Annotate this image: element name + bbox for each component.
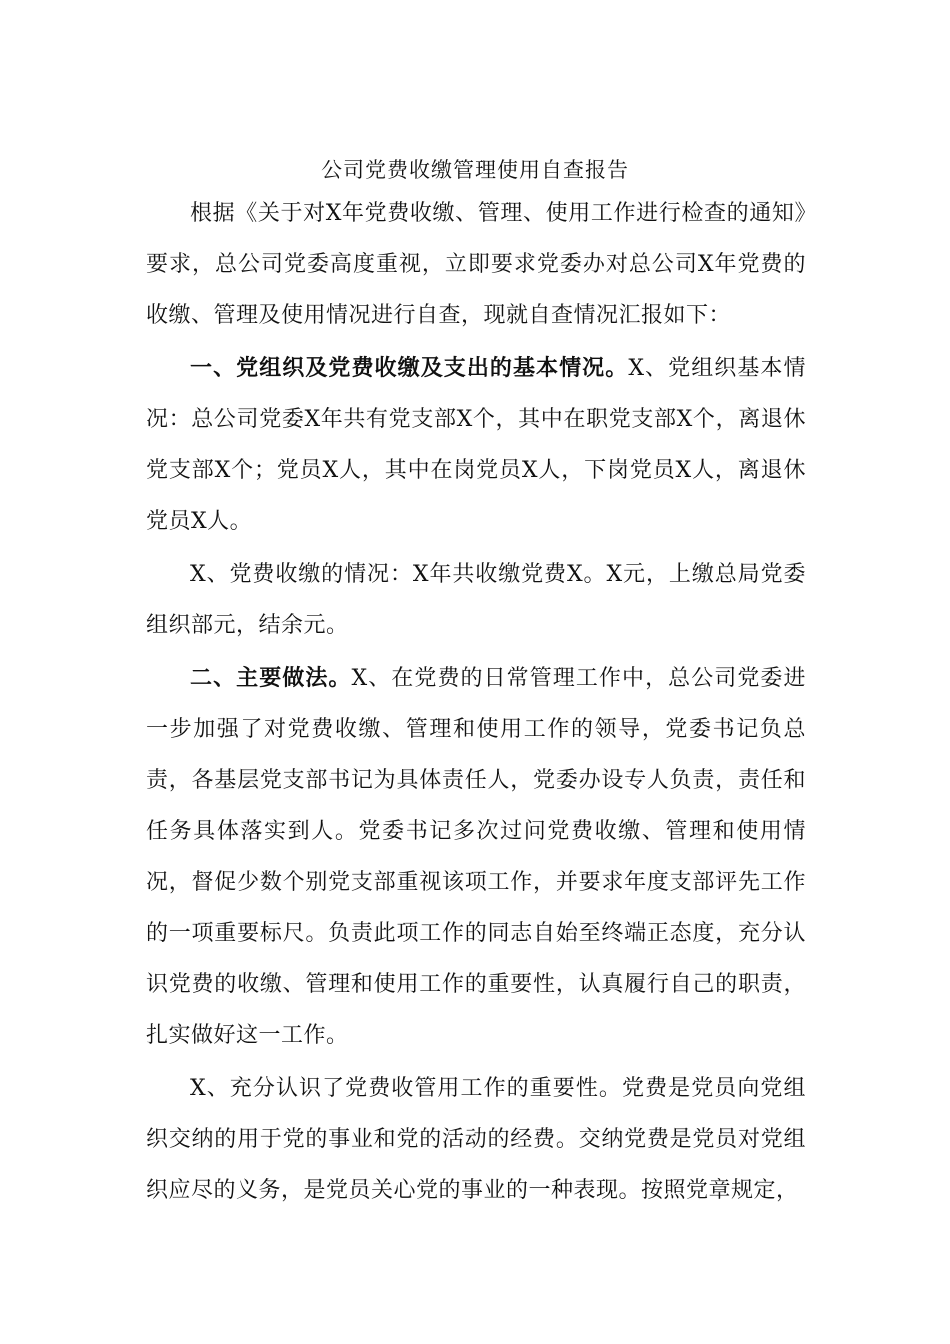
paragraph-intro	[146, 188, 806, 341]
document-body	[146, 188, 806, 1216]
paragraph-fee-collection	[146, 549, 806, 651]
paragraph-importance	[146, 1063, 806, 1216]
paragraph-text: X、在党费的日常管理工作中，总公司党委进一步加强了对党费收缴、管理和使用工作的领导，党委书记负总责，各基层党支部书记为具体责任人，党委办设专人负责，责任和任务具体落实到人。党委书记多次过问党费收缴、管理和使用情况，督促少数个别党支部重视该项工作，并要求年度支部评先工作的一项重要标尺。负责此项工作的同志自始至终端正态度，充分认识党费的收缴、管理和使用工作的重要性，认真履行自己的职责，扎实做好这一工作。	[146, 666, 806, 1048]
section-heading: 一、党组织及党费收缴及支出的基本情况。	[190, 355, 629, 381]
paragraph-section-one	[146, 343, 806, 547]
paragraph-text: X、充分认识了党费收管用工作的重要性。党费是党员向党组织交纳的用于党的事业和党的活动的经费。交纳党费是党员对党组织应尽的义务，是党员关心党的事业的一种表现。按照党章规定，	[146, 1076, 806, 1203]
paragraph-section-two	[146, 653, 806, 1061]
paragraph-text: X、党组织基本情况：总公司党委X年共有党支部X个，其中在职党支部X个，离退休党支部X个；党员X人，其中在岗党员X人，下岗党员X人，离退休党员X人。	[146, 356, 806, 534]
paragraph-text: X、党费收缴的情况：X年共收缴党费X。X元，上缴总局党委组织部元，结余元。	[146, 562, 806, 638]
paragraph-text: 根据《关于对X年党费收缴、管理、使用工作进行检查的通知》要求，总公司党委高度重视，立即要求党委办对总公司X年党费的收缴、管理及使用情况进行自查，现就自查情况汇报如下：	[146, 201, 806, 328]
section-heading: 二、主要做法。	[190, 665, 352, 691]
document-title: 公司党费收缴管理使用自查报告	[321, 158, 629, 183]
